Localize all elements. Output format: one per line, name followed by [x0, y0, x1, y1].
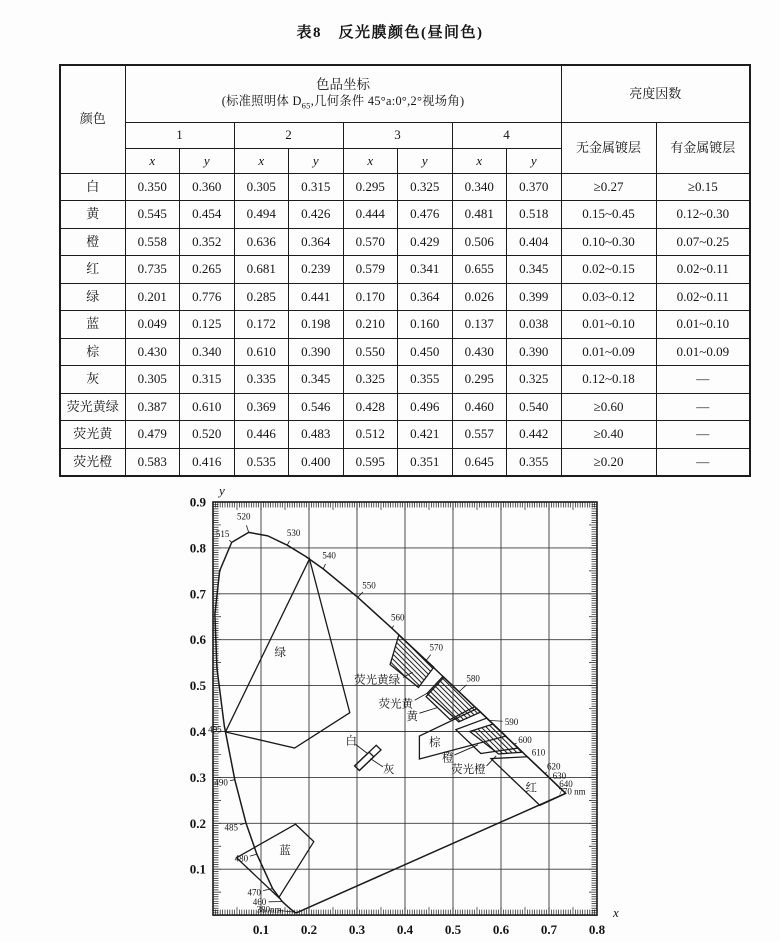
luminance-cell: ≥0.40 — [561, 421, 656, 449]
x-tick-label: 0.4 — [396, 922, 414, 938]
coord-cell: 0.325 — [398, 173, 453, 201]
header-y: y — [507, 148, 562, 173]
wavelength-label: 470 — [247, 887, 262, 898]
wavelength-label: 540 — [322, 550, 336, 561]
coord-cell: 0.535 — [234, 448, 289, 476]
coord-cell: 0.265 — [180, 256, 235, 284]
luminance-cell: 0.03~0.12 — [561, 283, 656, 311]
coord-cell: 0.583 — [125, 448, 180, 476]
luminance-cell: — — [656, 448, 750, 476]
wavelength-label: 515 — [215, 529, 230, 540]
region-label-白: 白 — [345, 735, 357, 748]
page-title: 表8 反光膜颜色(昼间色) — [296, 25, 484, 41]
wavelength-label: 620 — [547, 761, 561, 772]
luminance-cell: 0.12~0.18 — [561, 366, 656, 394]
wavelength-label: 485 — [224, 822, 238, 833]
header-x: x — [234, 148, 289, 173]
wavelength-label: 640 — [559, 779, 573, 790]
luminance-cell: 0.07~0.25 — [656, 228, 750, 256]
coord-cell: 0.546 — [289, 393, 344, 421]
x-tick-label: 0.3 — [348, 922, 366, 938]
luminance-cell: 0.02~0.11 — [656, 283, 750, 311]
header-y: y — [180, 148, 235, 173]
color-name-cell: 棕 — [60, 338, 125, 366]
header-x: x — [343, 148, 398, 173]
coord-cell: 0.655 — [452, 256, 507, 284]
table-row — [60, 421, 750, 449]
coord-cell: 0.570 — [343, 228, 398, 256]
color-name-cell: 白 — [60, 173, 125, 201]
coord-cell: 0.370 — [507, 173, 562, 201]
table-row — [60, 228, 750, 256]
coord-cell: 0.351 — [398, 448, 453, 476]
coord-cell: 0.026 — [452, 283, 507, 311]
y-tick-label: 0.8 — [189, 540, 206, 556]
color-name-cell: 橙 — [60, 228, 125, 256]
coord-cell: 0.335 — [234, 366, 289, 394]
coord-cell: 0.645 — [452, 448, 507, 476]
header-point-4: 4 — [452, 122, 561, 148]
coord-cell: 0.776 — [180, 283, 235, 311]
color-name-cell: 荧光橙 — [60, 448, 125, 476]
color-table-body — [60, 173, 750, 476]
region-荧光橙 — [470, 724, 523, 754]
y-tick-label: 0.6 — [189, 632, 206, 648]
wavelength-label: 590 — [504, 716, 519, 727]
coord-cell: 0.681 — [234, 256, 289, 284]
luminance-cell: 0.15~0.45 — [561, 201, 656, 229]
coord-cell: 0.494 — [234, 201, 289, 229]
coord-cell: 0.428 — [343, 393, 398, 421]
coord-cell: 0.160 — [398, 311, 453, 339]
table-row — [60, 448, 750, 476]
coord-cell: 0.450 — [398, 338, 453, 366]
y-tick-label: 0.7 — [189, 586, 206, 602]
coord-cell: 0.400 — [289, 448, 344, 476]
coord-cell: 0.399 — [507, 283, 562, 311]
wavelength-label: 560 — [391, 612, 405, 623]
table-row — [60, 256, 750, 284]
coord-cell: 0.444 — [343, 201, 398, 229]
color-name-cell: 荧光黄绿 — [60, 393, 125, 421]
header-y: y — [398, 148, 453, 173]
wavelength-label: 460 — [252, 897, 267, 908]
coord-cell: 0.345 — [289, 366, 344, 394]
coord-cell: 0.137 — [452, 311, 507, 339]
luminance-cell: — — [656, 366, 750, 394]
header-lum-metal: 有金属镀层 — [656, 122, 750, 173]
luminance-cell: ≥0.15 — [656, 173, 750, 201]
coord-cell: 0.442 — [507, 421, 562, 449]
wavelength-labels — [208, 512, 586, 915]
luminance-cell: 0.01~0.10 — [561, 311, 656, 339]
x-axis-title: x — [613, 905, 619, 921]
coord-cell: 0.421 — [398, 421, 453, 449]
table-row — [60, 338, 750, 366]
coord-cell: 0.476 — [398, 201, 453, 229]
region-label-荧光黄: 荧光黄 — [378, 698, 414, 711]
color-name-cell: 蓝 — [60, 311, 125, 339]
luminance-cell: 0.10~0.30 — [561, 228, 656, 256]
coord-cell: 0.369 — [234, 393, 289, 421]
luminance-cell: 0.02~0.11 — [656, 256, 750, 284]
y-tick-label: 0.9 — [189, 494, 206, 510]
header-y: y — [289, 148, 344, 173]
wavelength-label: 600 — [518, 734, 532, 745]
coord-cell: 0.201 — [125, 283, 180, 311]
color-name-cell: 绿 — [60, 283, 125, 311]
coord-cell: 0.483 — [289, 421, 344, 449]
coord-cell: 0.558 — [125, 228, 180, 256]
luminance-cell: 0.01~0.09 — [656, 338, 750, 366]
table-row — [60, 201, 750, 229]
coord-cell: 0.550 — [343, 338, 398, 366]
coord-cell: 0.125 — [180, 311, 235, 339]
coord-cell: 0.518 — [507, 201, 562, 229]
x-tick-label: 0.1 — [252, 922, 270, 938]
coord-cell: 0.325 — [343, 366, 398, 394]
region-绿 — [225, 559, 349, 748]
x-tick-label: 0.8 — [588, 922, 606, 938]
coord-cell: 0.426 — [289, 201, 344, 229]
y-axis-title: y — [219, 485, 225, 498]
y-tick-label: 0.3 — [189, 769, 206, 785]
coord-cell: 0.520 — [180, 421, 235, 449]
chromaticity-diagram-figure — [150, 485, 672, 942]
x-tick-label: 0.5 — [444, 922, 462, 938]
luminance-cell: 0.02~0.15 — [561, 256, 656, 284]
region-label-蓝: 蓝 — [279, 844, 291, 857]
coord-cell: 0.352 — [180, 228, 235, 256]
luminance-cell: 0.12~0.30 — [656, 201, 750, 229]
coord-cell: 0.416 — [180, 448, 235, 476]
header-lum-no-metal: 无金属镀层 — [561, 122, 656, 173]
coord-cell: 0.430 — [125, 338, 180, 366]
coord-cell: 0.038 — [507, 311, 562, 339]
luminance-cell: ≥0.27 — [561, 173, 656, 201]
coord-cell: 0.350 — [125, 173, 180, 201]
coord-cell: 0.636 — [234, 228, 289, 256]
coord-cell: 0.325 — [507, 366, 562, 394]
coord-cell: 0.512 — [343, 421, 398, 449]
coord-cell: 0.172 — [234, 311, 289, 339]
coord-cell: 0.454 — [180, 201, 235, 229]
coord-cell: 0.341 — [398, 256, 453, 284]
coord-cell: 0.315 — [289, 173, 344, 201]
coord-cell: 0.390 — [507, 338, 562, 366]
coord-cell: 0.295 — [343, 173, 398, 201]
region-label-荧光黄绿: 荧光黄绿 — [354, 674, 401, 687]
wavelength-label: 530 — [286, 527, 301, 538]
region-label-红: 红 — [525, 782, 537, 795]
region-label-橙: 橙 — [441, 752, 454, 765]
x-tick-label: 0.7 — [540, 922, 558, 938]
coord-cell: 0.364 — [398, 283, 453, 311]
coord-cell: 0.295 — [452, 366, 507, 394]
coord-cell: 0.610 — [234, 338, 289, 366]
coord-cell: 0.595 — [343, 448, 398, 476]
coord-cell: 0.441 — [289, 283, 344, 311]
region-灰 — [355, 752, 374, 770]
y-tick-label: 0.4 — [189, 724, 206, 739]
wavelength-label: 630 — [552, 770, 567, 781]
wavelength-label: 570 — [429, 642, 443, 653]
coord-cell: 0.460 — [452, 393, 507, 421]
region-label-灰: 灰 — [382, 764, 395, 777]
table-row — [60, 283, 750, 311]
coord-cell: 0.049 — [125, 311, 180, 339]
color-name-cell: 红 — [60, 256, 125, 284]
coord-cell: 0.387 — [125, 393, 180, 421]
wavelength-label: 550 — [362, 580, 376, 591]
y-tick-label: 0.5 — [189, 678, 206, 694]
coord-cell: 0.305 — [234, 173, 289, 201]
coord-cell: 0.404 — [507, 228, 562, 256]
coord-cell: 0.340 — [452, 173, 507, 201]
header-color: 颜色 — [60, 65, 125, 173]
wavelength-label: 480 — [234, 853, 249, 864]
wavelength-label: 495 — [208, 724, 222, 735]
color-regions — [225, 559, 565, 898]
coord-cell: 0.364 — [289, 228, 344, 256]
luminance-cell: 0.01~0.10 — [656, 311, 750, 339]
coord-cell: 0.355 — [507, 448, 562, 476]
luminance-cell: — — [656, 393, 750, 421]
coord-cell: 0.285 — [234, 283, 289, 311]
x-tick-label: 0.6 — [492, 922, 510, 938]
luminance-cell: — — [656, 421, 750, 449]
coord-cell: 0.170 — [343, 283, 398, 311]
coord-cell: 0.340 — [180, 338, 235, 366]
coord-cell: 0.540 — [507, 393, 562, 421]
y-tick-label: 0.2 — [189, 815, 206, 831]
region-label-荧光橙: 荧光橙 — [451, 764, 486, 777]
luminance-cell: ≥0.20 — [561, 448, 656, 476]
coord-cell: 0.210 — [343, 311, 398, 339]
header-point-3: 3 — [343, 122, 452, 148]
luminance-cell: ≥0.60 — [561, 393, 656, 421]
header-chromaticity-group — [125, 65, 561, 122]
region-白 — [355, 745, 381, 770]
purple-line — [297, 793, 566, 912]
table-row — [60, 393, 750, 421]
region-label-棕: 棕 — [429, 737, 441, 750]
header-x: x — [125, 148, 180, 173]
coord-cell: 0.345 — [507, 256, 562, 284]
coord-cell: 0.446 — [234, 421, 289, 449]
coord-cell: 0.198 — [289, 311, 344, 339]
wavelength-label: 610 — [531, 747, 546, 758]
y-tick-label: 0.1 — [189, 861, 206, 877]
wavelength-label: 770 nm — [558, 786, 586, 797]
x-tick-label: 0.2 — [300, 922, 318, 938]
header-point-2: 2 — [234, 122, 343, 148]
color-name-cell: 荧光黄 — [60, 421, 125, 449]
coord-cell: 0.315 — [180, 366, 235, 394]
coord-cell: 0.239 — [289, 256, 344, 284]
coord-cell: 0.430 — [452, 338, 507, 366]
coord-cell: 0.496 — [398, 393, 453, 421]
color-table — [59, 64, 751, 477]
coord-cell: 0.545 — [125, 201, 180, 229]
wavelength-label: 490 — [214, 777, 228, 788]
header-chromaticity-note: (标准照明体 $D_{65}$,几何条件 45°a:0°,2°视场角) — [221, 93, 465, 110]
coord-cell: 0.610 — [180, 393, 235, 421]
coord-cell: 0.735 — [125, 256, 180, 284]
coord-cell: 0.360 — [180, 173, 235, 201]
header-chromaticity-title: 色品坐标 — [316, 77, 371, 93]
coord-cell: 0.305 — [125, 366, 180, 394]
coord-cell: 0.390 — [289, 338, 344, 366]
header-x: x — [452, 148, 507, 173]
header-luminance-group: 亮度因数 — [561, 65, 750, 122]
coord-cell: 0.481 — [452, 201, 507, 229]
chromaticity-diagram — [150, 485, 672, 942]
coord-cell: 0.557 — [452, 421, 507, 449]
table-row — [60, 366, 750, 394]
luminance-cell: 0.01~0.09 — [561, 338, 656, 366]
color-name-cell: 黄 — [60, 201, 125, 229]
coord-cell: 0.355 — [398, 366, 453, 394]
region-label-黄: 黄 — [406, 710, 418, 723]
coord-cell: 0.479 — [125, 421, 180, 449]
table-row — [60, 173, 750, 201]
wavelength-label: 580 — [466, 673, 480, 684]
wavelength-label: 380nm — [256, 904, 282, 915]
table-row — [60, 311, 750, 339]
header-point-1: 1 — [125, 122, 234, 148]
coord-cell: 0.506 — [452, 228, 507, 256]
wavelength-label: 520 — [236, 511, 251, 522]
coord-cell: 0.429 — [398, 228, 453, 256]
region-label-绿: 绿 — [274, 647, 286, 660]
coord-cell: 0.579 — [343, 256, 398, 284]
color-name-cell: 灰 — [60, 366, 125, 394]
